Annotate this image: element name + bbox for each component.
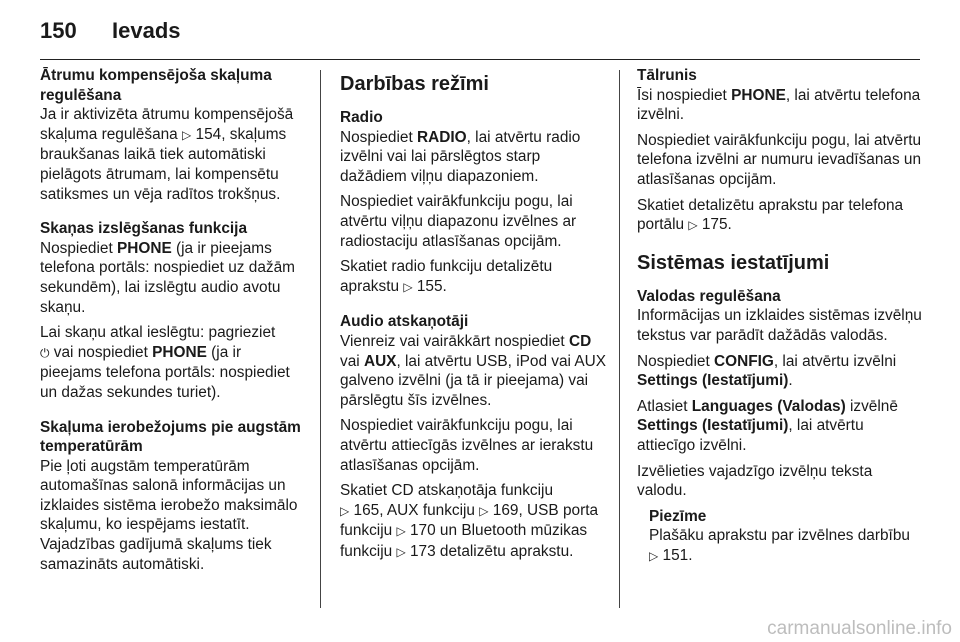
text: 173 detalizētu aprakstu. xyxy=(405,542,574,560)
text: (ja ir pieejams telefona portāls: nospiediet un dažas sekundes turiet). xyxy=(40,343,290,401)
paragraph xyxy=(340,481,610,562)
text: Vienreiz vai vairākkārt nospiediet xyxy=(340,332,569,350)
text: 169, USB porta funkciju xyxy=(340,501,599,540)
paragraph: Izvēlieties vajadzīgo izvēlņu teksta valodu. xyxy=(637,462,873,500)
menu-name: Settings (Iestatījumi) xyxy=(637,417,789,435)
section-temperature-limit xyxy=(40,418,306,575)
paragraph: Nospiediet vairākfunkciju pogu, lai atvērtu viļņu diapazonu izvēlnes ar radiostaciju atlasīšanas opcijām. xyxy=(340,193,577,250)
page-ref-arrow-icon: ▷ xyxy=(688,218,698,233)
header-rule xyxy=(40,59,920,60)
text: , lai atvērtu radio izvēlni vai lai pārslēgtos starp dažādiem viļņu diapazoniem. xyxy=(340,128,581,185)
page-ref-arrow-icon: ▷ xyxy=(479,503,489,518)
text: Ja ir aktivizēta ātrumu kompensējošā skaļuma regulēšana xyxy=(40,106,294,143)
section-heading: Radio xyxy=(340,109,383,126)
text: , lai atvērtu telefona izvēlni. xyxy=(637,86,921,124)
text: (ja ir pieejams telefona portāls: nospiediet uz dažām sekundēm), lai izslēgtu audio avotu skaņu. xyxy=(40,239,295,316)
page-number: 150 xyxy=(40,18,77,43)
column-divider xyxy=(619,70,620,608)
page-ref-arrow-icon: ▷ xyxy=(396,544,406,559)
button-name: CD xyxy=(568,332,592,350)
text: Īsi nospiediet xyxy=(637,86,732,104)
text: Nospiediet xyxy=(637,352,714,370)
watermark-text: carmanualsonline.info xyxy=(767,618,952,639)
section-speed-volume xyxy=(40,66,306,204)
paragraph xyxy=(40,323,306,402)
page-ref-arrow-icon: ▷ xyxy=(396,524,406,539)
column-right xyxy=(637,66,922,581)
text: , lai atvērtu USB, iPod vai AUX galveno izvēlni (ja tā ir pieejama) vai pārslēgtu šīs izvēlnes. xyxy=(340,352,607,409)
paragraph xyxy=(340,257,610,297)
text: vai nospiediet xyxy=(49,343,153,361)
text: Nospiediet xyxy=(40,239,117,257)
column-middle xyxy=(340,66,610,577)
paragraph xyxy=(40,239,306,317)
paragraph: Pie ļoti augstām temperatūrām automašīnas salonā informācijas un izklaides sistēma ierobežo maksimālo skaļumu, ko iespējams iestatīt. Vajadzības gadījumā skaļums tiek samazināts automātiski. xyxy=(40,457,298,573)
paragraph xyxy=(637,196,922,236)
text: izvēlnē xyxy=(845,397,898,415)
section-language xyxy=(637,287,922,567)
paragraph xyxy=(637,352,922,391)
note-heading: Piezīme xyxy=(649,507,707,525)
section-radio xyxy=(340,108,610,297)
text: 155. xyxy=(412,277,447,295)
paragraph xyxy=(649,526,922,566)
section-heading: Tālrunis xyxy=(637,67,697,84)
paragraph xyxy=(40,105,306,204)
text: , lai atvērtu attiecīgo izvēlni. xyxy=(637,417,864,454)
text: 170 un Bluetooth mūzikas funkciju xyxy=(340,522,588,560)
section-title: Sistēmas iestatījumi xyxy=(637,251,830,274)
text: . xyxy=(788,372,793,390)
paragraph xyxy=(637,86,922,125)
text: 165, AUX funkciju xyxy=(349,501,480,519)
menu-name: Languages (Valodas) xyxy=(691,397,846,415)
page-title: Ievads xyxy=(112,18,181,43)
button-name: PHONE xyxy=(117,239,172,257)
text: Skatiet radio funkciju detalizētu aprakstu xyxy=(340,258,553,295)
button-name: RADIO xyxy=(417,128,467,146)
section-heading: Ātrumu kompensējoša skaļuma regulēšana xyxy=(40,67,272,104)
section-heading: Skaļuma ierobežojums pie augstām temperatūrām xyxy=(40,418,301,456)
note-box xyxy=(649,507,922,567)
text: Plašāku aprakstu par izvēlnes darbību xyxy=(649,527,910,545)
text: 154, skaļums braukšanas laikā tiek automātiski pielāgots ātrumam, lai kompensētu satiksmes un vēja radītos trokšņus. xyxy=(40,125,287,203)
paragraph: Nospiediet vairākfunkciju pogu, lai atvērtu telefona izvēlni ar numuru ievadīšanas un atlasīšanas opcijām. xyxy=(637,131,922,188)
page-ref-arrow-icon: ▷ xyxy=(403,279,413,294)
power-knob-icon: ⏻ xyxy=(40,345,50,360)
button-name: CONFIG xyxy=(714,352,774,370)
button-name: PHONE xyxy=(731,86,786,104)
section-phone xyxy=(637,66,922,236)
paragraph xyxy=(340,128,610,187)
button-name: PHONE xyxy=(152,343,207,361)
page-ref-arrow-icon: ▷ xyxy=(182,127,192,142)
section-mute xyxy=(40,219,306,402)
section-heading: Skaņas izslēgšanas funkcija xyxy=(40,220,248,238)
text: Skatiet CD atskaņotāja funkciju xyxy=(340,482,554,500)
text: Nospiediet xyxy=(340,128,417,146)
text: 175. xyxy=(697,216,732,234)
text: Lai skaņu atkal ieslēgtu: pagrieziet xyxy=(40,324,276,342)
menu-name: Settings (Iestatījumi) xyxy=(637,372,789,390)
page-ref-arrow-icon: ▷ xyxy=(649,548,659,563)
section-title: Darbības režīmi xyxy=(340,73,489,95)
text: , lai atvērtu izvēlni xyxy=(773,352,897,370)
text: Atlasiet xyxy=(637,397,692,415)
text: 151. xyxy=(658,546,693,564)
paragraph xyxy=(637,397,922,456)
page-ref-arrow-icon: ▷ xyxy=(340,503,350,518)
text: vai xyxy=(340,352,364,370)
text: Skatiet detalizētu aprakstu par telefona portālu xyxy=(637,196,904,234)
paragraph: Informācijas un izklaides sistēmas izvēlņu tekstus var parādīt dažādās valodās. xyxy=(637,307,922,344)
column-divider xyxy=(320,70,321,608)
section-audio-players xyxy=(340,312,610,562)
column-left xyxy=(40,66,306,589)
section-heading: Valodas regulēšana xyxy=(637,287,781,305)
section-heading: Audio atskaņotāji xyxy=(340,313,469,331)
paragraph xyxy=(340,332,610,410)
page-header xyxy=(40,18,181,44)
button-name: AUX xyxy=(363,352,397,370)
paragraph: Nospiediet vairākfunkciju pogu, lai atvērtu attiecīgās izvēlnes ar ierakstu atlasīšanas opcijām. xyxy=(340,417,594,474)
